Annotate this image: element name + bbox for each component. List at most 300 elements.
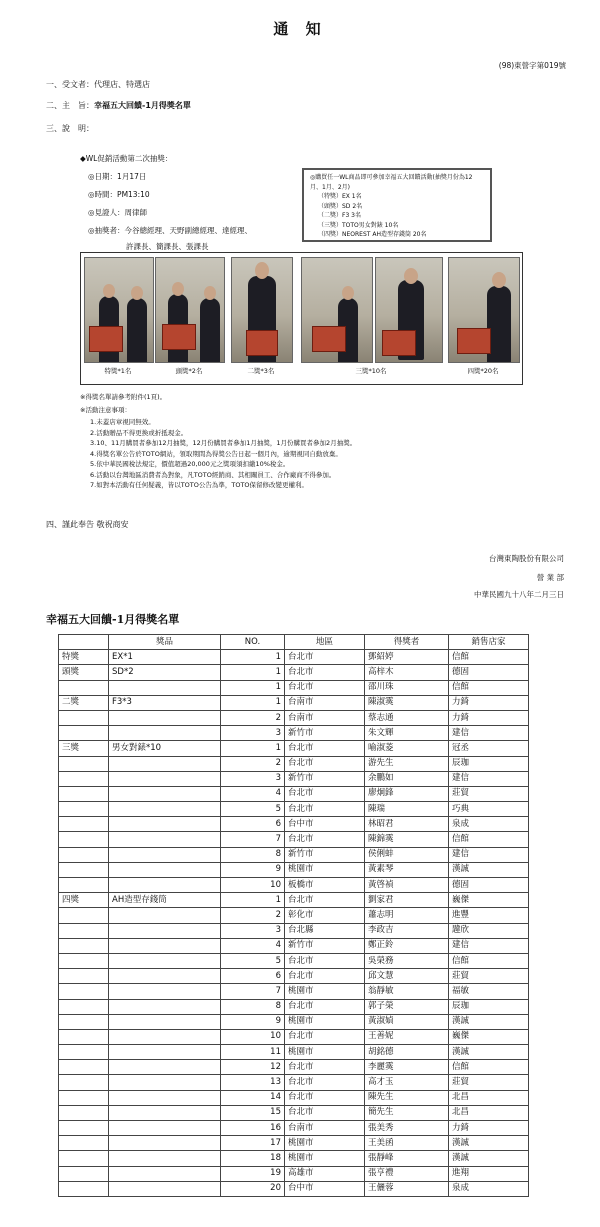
- time-line: ◎時間：PM13:10: [88, 190, 150, 199]
- prize-cell: [109, 969, 221, 984]
- table-row: [59, 908, 529, 923]
- photo-caption: 特獎*1名: [104, 367, 132, 375]
- prize-cell: EX*1: [109, 650, 221, 665]
- prize-cell: [109, 938, 221, 953]
- no-cell: 17: [221, 1136, 285, 1151]
- store-cell: 漢誠: [449, 862, 529, 877]
- winner-cell: 李麗霙: [365, 1060, 449, 1075]
- prize-cell: [109, 878, 221, 893]
- winner-cell: 翁靜敏: [365, 984, 449, 999]
- no-cell: 11: [221, 1045, 285, 1060]
- no-cell: 3: [221, 726, 285, 741]
- store-cell: 漢誠: [449, 1151, 529, 1166]
- store-cell: 北昌: [449, 1090, 529, 1105]
- no-cell: 5: [221, 802, 285, 817]
- table-row: [59, 726, 529, 741]
- subject-label: 二、主 旨：: [46, 101, 94, 110]
- note-item: 5.依中華民國稅法規定，價值超過20,000元之獎項須扣繳10%稅金。: [90, 460, 290, 468]
- table-row: [59, 847, 529, 862]
- award-cell: 頭獎: [59, 665, 109, 680]
- table-row: [59, 802, 529, 817]
- store-cell: 德固: [449, 665, 529, 680]
- header-winner: 得獎者: [365, 635, 449, 650]
- store-cell: 信館: [449, 832, 529, 847]
- prize-cell: [109, 908, 221, 923]
- photo-caption: 二獎*3名: [247, 367, 275, 375]
- page-title: 通 知: [273, 20, 327, 38]
- table-row: [59, 1181, 529, 1196]
- table-row: [59, 878, 529, 893]
- prize-box-line: （特獎）EX 1名: [318, 193, 362, 200]
- area-cell: 台北市: [285, 665, 365, 680]
- header-prize: 獎品: [109, 635, 221, 650]
- winner-cell: 游先生: [365, 756, 449, 771]
- no-cell: 5: [221, 953, 285, 968]
- table-row: [59, 771, 529, 786]
- award-cell: 三獎: [59, 741, 109, 756]
- winner-cell: 鄧紹婷: [365, 650, 449, 665]
- area-cell: 台北市: [285, 1029, 365, 1044]
- store-cell: 北昌: [449, 1105, 529, 1120]
- store-cell: 漢誠: [449, 1045, 529, 1060]
- photo-3: [231, 257, 293, 363]
- area-cell: 台北市: [285, 832, 365, 847]
- store-cell: 冠丞: [449, 741, 529, 756]
- award-cell: [59, 786, 109, 801]
- winner-cell: 陳錦霙: [365, 832, 449, 847]
- store-cell: 韙欣: [449, 923, 529, 938]
- no-cell: 10: [221, 878, 285, 893]
- area-cell: 台北市: [285, 650, 365, 665]
- prize-cell: [109, 984, 221, 999]
- store-cell: 信館: [449, 1060, 529, 1075]
- award-cell: 二獎: [59, 695, 109, 710]
- award-cell: [59, 984, 109, 999]
- prize-cell: [109, 756, 221, 771]
- area-cell: 台北市: [285, 741, 365, 756]
- photo-6: [448, 257, 520, 363]
- prize-cell: [109, 832, 221, 847]
- no-cell: 15: [221, 1105, 285, 1120]
- award-cell: [59, 878, 109, 893]
- award-cell: [59, 756, 109, 771]
- store-cell: 力錡: [449, 710, 529, 725]
- prize-cell: [109, 923, 221, 938]
- prize-cell: F3*3: [109, 695, 221, 710]
- award-cell: [59, 1045, 109, 1060]
- award-cell: [59, 1105, 109, 1120]
- prize-cell: [109, 1075, 221, 1090]
- prize-cell: [109, 710, 221, 725]
- winner-cell: 廖炯鋒: [365, 786, 449, 801]
- winner-cell: 余鵬如: [365, 771, 449, 786]
- area-cell: 台北市: [285, 756, 365, 771]
- area-cell: 台北市: [285, 680, 365, 695]
- prize-cell: [109, 862, 221, 877]
- area-cell: 台北市: [285, 1060, 365, 1075]
- store-cell: 德固: [449, 878, 529, 893]
- no-cell: 3: [221, 923, 285, 938]
- no-cell: 2: [221, 710, 285, 725]
- store-cell: 信館: [449, 680, 529, 695]
- table-row: [59, 680, 529, 695]
- no-cell: 7: [221, 984, 285, 999]
- no-cell: 8: [221, 847, 285, 862]
- award-cell: [59, 1121, 109, 1136]
- document-number: (98)東營字第019號: [498, 61, 566, 70]
- table-row: [59, 1136, 529, 1151]
- note-item: 6.活動以台灣地區消費者為對象，凡TOTO經銷商、其相關員工、合作廠商不得參加。: [90, 470, 336, 479]
- recipients-line: 一、受文者：代理店、特選店: [46, 80, 150, 89]
- prize-cell: [109, 786, 221, 801]
- area-cell: 台中市: [285, 1181, 365, 1196]
- award-cell: [59, 1075, 109, 1090]
- table-row: [59, 1060, 529, 1075]
- table-row: [59, 756, 529, 771]
- winner-cell: 侯俐蚌: [365, 847, 449, 862]
- area-cell: 台北市: [285, 969, 365, 984]
- attachment-note: ※得獎名單請參考附件(1頁)。: [80, 393, 167, 401]
- store-cell: 建信: [449, 726, 529, 741]
- winner-cell: 邵川珠: [365, 680, 449, 695]
- winner-cell: 吳榮務: [365, 953, 449, 968]
- area-cell: 新竹市: [285, 771, 365, 786]
- area-cell: 桃園市: [285, 1045, 365, 1060]
- area-cell: 桃園市: [285, 1136, 365, 1151]
- award-cell: [59, 680, 109, 695]
- award-cell: [59, 999, 109, 1014]
- department: 營 業 部: [536, 573, 564, 582]
- winner-cell: 陳先生: [365, 1090, 449, 1105]
- area-cell: 新竹市: [285, 847, 365, 862]
- award-cell: [59, 908, 109, 923]
- prize-cell: [109, 1045, 221, 1060]
- prize-cell: [109, 1121, 221, 1136]
- award-cell: [59, 923, 109, 938]
- prize-cell: 男女對錶*10: [109, 741, 221, 756]
- header-no: NO.: [221, 635, 285, 650]
- note-item: 2.活動贈品不得更換或折抵現金。: [90, 428, 188, 437]
- area-cell: 新竹市: [285, 726, 365, 741]
- store-cell: 漢誠: [449, 1014, 529, 1029]
- store-cell: 力錡: [449, 1121, 529, 1136]
- no-cell: 1: [221, 650, 285, 665]
- award-cell: [59, 726, 109, 741]
- award-cell: 四獎: [59, 893, 109, 908]
- winner-cell: 胡銘德: [365, 1045, 449, 1060]
- photo-5: [375, 257, 443, 363]
- prize-cell: [109, 1105, 221, 1120]
- winner-cell: 王善妮: [365, 1029, 449, 1044]
- store-cell: 建信: [449, 771, 529, 786]
- store-cell: 福敏: [449, 984, 529, 999]
- store-cell: 信館: [449, 953, 529, 968]
- prize-cell: [109, 1029, 221, 1044]
- prize-cell: [109, 680, 221, 695]
- area-cell: 台南市: [285, 710, 365, 725]
- winner-cell: 喻淑菱: [365, 741, 449, 756]
- no-cell: 1: [221, 741, 285, 756]
- photo-caption: 三獎*10名: [355, 367, 387, 375]
- winner-cell: 劉家君: [365, 893, 449, 908]
- award-cell: [59, 862, 109, 877]
- no-cell: 6: [221, 817, 285, 832]
- prize-cell: [109, 953, 221, 968]
- table-row: [59, 786, 529, 801]
- no-cell: 8: [221, 999, 285, 1014]
- table-row: [59, 953, 529, 968]
- area-cell: 台北市: [285, 1075, 365, 1090]
- table-row: [59, 1090, 529, 1105]
- winner-cell: 張靜峰: [365, 1151, 449, 1166]
- no-cell: 6: [221, 969, 285, 984]
- award-cell: [59, 1151, 109, 1166]
- no-cell: 12: [221, 1060, 285, 1075]
- award-cell: [59, 1029, 109, 1044]
- no-cell: 9: [221, 862, 285, 877]
- notes-list: [90, 417, 356, 491]
- table-row: [59, 695, 529, 710]
- area-cell: 台北市: [285, 802, 365, 817]
- prize-cell: AH造型存錢筒: [109, 893, 221, 908]
- no-cell: 1: [221, 680, 285, 695]
- photo-strip: [80, 252, 523, 385]
- table-row: [59, 923, 529, 938]
- table-row: [59, 862, 529, 877]
- area-cell: 台南市: [285, 695, 365, 710]
- prize-cell: [109, 1060, 221, 1075]
- header-area: 地區: [285, 635, 365, 650]
- prize-box-line: （頭獎）SD 2名: [318, 202, 363, 210]
- winner-cell: 郭子榮: [365, 999, 449, 1014]
- table-row: [59, 1014, 529, 1029]
- winner-cell: 張亨禮: [365, 1166, 449, 1181]
- drawers-line-2: 許課長、簡課長、張課長: [126, 242, 209, 251]
- table-row: [59, 984, 529, 999]
- area-cell: 台北市: [285, 786, 365, 801]
- area-cell: 台北市: [285, 953, 365, 968]
- store-cell: 莊貿: [449, 786, 529, 801]
- no-cell: 9: [221, 1014, 285, 1029]
- award-cell: 特獎: [59, 650, 109, 665]
- winner-cell: 鄭正鈴: [365, 938, 449, 953]
- winner-cell: 陳淑霙: [365, 695, 449, 710]
- area-cell: 板橋市: [285, 878, 365, 893]
- winner-cell: 王儷蓉: [365, 1181, 449, 1196]
- award-cell: [59, 1136, 109, 1151]
- prize-cell: [109, 1181, 221, 1196]
- subject-text: 幸福五大回饋-1月得獎名單: [94, 101, 191, 110]
- award-cell: [59, 1090, 109, 1105]
- winner-cell: 王美函: [365, 1136, 449, 1151]
- store-cell: 信館: [449, 650, 529, 665]
- area-cell: 桃園市: [285, 984, 365, 999]
- store-cell: 進翔: [449, 1166, 529, 1181]
- prize-box-list: [310, 192, 484, 240]
- issue-date: 中華民國九十八年二月三日: [474, 590, 564, 599]
- table-row: [59, 650, 529, 665]
- winners-table: [58, 634, 529, 1197]
- award-cell: [59, 969, 109, 984]
- area-cell: 新竹市: [285, 938, 365, 953]
- award-cell: [59, 953, 109, 968]
- store-cell: 莊貿: [449, 969, 529, 984]
- area-cell: 桃園市: [285, 1014, 365, 1029]
- store-cell: 巍傑: [449, 1029, 529, 1044]
- winner-cell: 簡先生: [365, 1105, 449, 1120]
- store-cell: 漢誠: [449, 1136, 529, 1151]
- photo-4: [301, 257, 373, 363]
- award-cell: [59, 1166, 109, 1181]
- table-row: [59, 938, 529, 953]
- winner-cell: 張美秀: [365, 1121, 449, 1136]
- store-cell: 泉成: [449, 817, 529, 832]
- store-cell: 辰珈: [449, 999, 529, 1014]
- table-row: [59, 969, 529, 984]
- prize-cell: [109, 999, 221, 1014]
- prize-cell: [109, 817, 221, 832]
- explain-label: 三、說 明：: [46, 124, 94, 133]
- table-row: [59, 1151, 529, 1166]
- store-cell: 進豐: [449, 908, 529, 923]
- area-cell: 彰化市: [285, 908, 365, 923]
- winner-cell: 朱文輝: [365, 726, 449, 741]
- header-award: [59, 635, 109, 650]
- table-row: [59, 1105, 529, 1120]
- table-row: [59, 893, 529, 908]
- award-cell: [59, 817, 109, 832]
- prize-cell: [109, 1014, 221, 1029]
- award-cell: [59, 802, 109, 817]
- subject-line: [46, 100, 191, 111]
- winner-cell: 邱文慧: [365, 969, 449, 984]
- no-cell: 1: [221, 665, 285, 680]
- no-cell: 19: [221, 1166, 285, 1181]
- area-cell: 桃園市: [285, 1151, 365, 1166]
- no-cell: 10: [221, 1029, 285, 1044]
- winner-cell: 高梓木: [365, 665, 449, 680]
- no-cell: 3: [221, 771, 285, 786]
- prize-cell: SD*2: [109, 665, 221, 680]
- no-cell: 20: [221, 1181, 285, 1196]
- drawers-line: ◎抽獎者：今谷總經理、天野副總經理、達經理、: [88, 226, 253, 235]
- prize-cell: [109, 771, 221, 786]
- prize-box-line: （二獎）F3 3名: [318, 212, 361, 219]
- winner-cell: 陳瑞: [365, 802, 449, 817]
- table-row: [59, 1166, 529, 1181]
- prize-cell: [109, 847, 221, 862]
- prize-cell: [109, 1090, 221, 1105]
- winner-cell: 林昭君: [365, 817, 449, 832]
- no-cell: 1: [221, 893, 285, 908]
- prize-cell: [109, 802, 221, 817]
- closing-line: 四、謹此奉告 敬祝商安: [46, 520, 129, 529]
- area-cell: 台北市: [285, 893, 365, 908]
- no-cell: 4: [221, 786, 285, 801]
- area-cell: 台南市: [285, 1121, 365, 1136]
- prize-cell: [109, 1166, 221, 1181]
- table-row: [59, 665, 529, 680]
- no-cell: 2: [221, 756, 285, 771]
- no-cell: 1: [221, 695, 285, 710]
- award-cell: [59, 1060, 109, 1075]
- store-cell: 莊貿: [449, 1075, 529, 1090]
- company-name: 台灣東陶股份有限公司: [489, 554, 564, 563]
- table-header-row: [59, 635, 529, 650]
- winner-cell: 蔡志通: [365, 710, 449, 725]
- store-cell: 辰珈: [449, 756, 529, 771]
- no-cell: 4: [221, 938, 285, 953]
- no-cell: 2: [221, 908, 285, 923]
- table-row: [59, 1121, 529, 1136]
- table-row: [59, 741, 529, 756]
- store-cell: 巧典: [449, 802, 529, 817]
- prize-info-box: [302, 168, 492, 242]
- area-cell: 台北市: [285, 999, 365, 1014]
- table-row: [59, 710, 529, 725]
- photo-caption: 四獎*20名: [467, 367, 499, 375]
- table-row: [59, 1075, 529, 1090]
- winner-cell: 黃淑媜: [365, 1014, 449, 1029]
- award-cell: [59, 1014, 109, 1029]
- no-cell: 14: [221, 1090, 285, 1105]
- table-title: 幸福五大回饋-1月得獎名單: [46, 613, 180, 626]
- no-cell: 18: [221, 1151, 285, 1166]
- supervisor-line: ◎見證人：周律師: [88, 208, 148, 217]
- award-cell: [59, 847, 109, 862]
- activity-heading: ◆WL促銷活動第二次抽獎：: [80, 154, 173, 163]
- area-cell: 台北市: [285, 1105, 365, 1120]
- award-cell: [59, 938, 109, 953]
- winner-cell: 蕭志明: [365, 908, 449, 923]
- prize-box-line: （四獎）NEOREST AH造型存錢筒 20名: [318, 231, 427, 238]
- prize-box-heading: ◎購買任一WL商品即可參加幸福五大回饋活動(抽獎月份為12月、1月、2月): [310, 174, 473, 191]
- date-line: ◎日期：1月17日: [88, 172, 147, 181]
- note-item: 7.如對本活動有任何疑義，皆以TOTO公告為準，TOTO保留修改變更權利。: [90, 481, 309, 489]
- prize-cell: [109, 1151, 221, 1166]
- table-row: [59, 1045, 529, 1060]
- winner-cell: 黃啓禎: [365, 878, 449, 893]
- note-item: 3.10、11月購買者參加12月抽獎，12月份購買者參加1月抽獎，1月份購買者參加2月抽獎。: [90, 439, 357, 447]
- photo-caption: 頭獎*2名: [175, 367, 203, 375]
- store-cell: 巍傑: [449, 893, 529, 908]
- table-row: [59, 832, 529, 847]
- header-store: 銷售店家: [449, 635, 529, 650]
- store-cell: 泉成: [449, 1181, 529, 1196]
- no-cell: 16: [221, 1121, 285, 1136]
- area-cell: 台北縣: [285, 923, 365, 938]
- award-cell: [59, 1181, 109, 1196]
- award-cell: [59, 710, 109, 725]
- table-row: [59, 999, 529, 1014]
- prize-cell: [109, 1136, 221, 1151]
- table-row: [59, 1029, 529, 1044]
- photo-2: [155, 257, 225, 363]
- no-cell: 13: [221, 1075, 285, 1090]
- area-cell: 高雄市: [285, 1166, 365, 1181]
- area-cell: 桃園市: [285, 862, 365, 877]
- photo-1: [84, 257, 154, 363]
- winner-cell: 李政吉: [365, 923, 449, 938]
- store-cell: 力錡: [449, 695, 529, 710]
- table-row: [59, 817, 529, 832]
- winner-cell: 黃素琴: [365, 862, 449, 877]
- note-item: 1.未蓋店章視同無效。: [90, 418, 155, 426]
- store-cell: 建信: [449, 938, 529, 953]
- prize-cell: [109, 726, 221, 741]
- notes-heading: ※活動注意事項：: [80, 406, 131, 414]
- award-cell: [59, 771, 109, 786]
